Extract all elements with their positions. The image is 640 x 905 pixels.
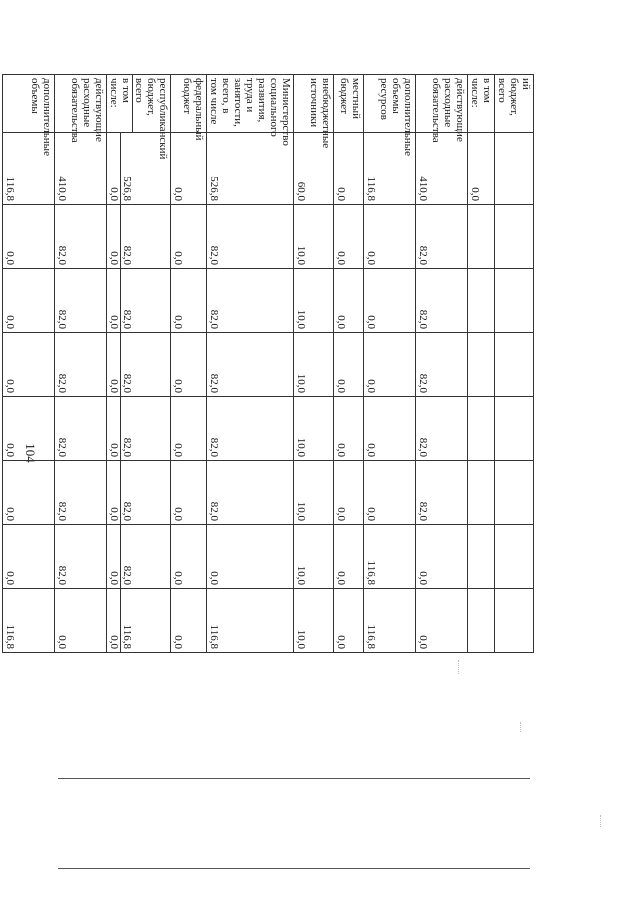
table-cell (334, 397, 364, 461)
table-cell (3, 525, 55, 589)
table-cell (468, 333, 495, 397)
table-cell (294, 269, 334, 333)
cell-value: 0,0 (4, 507, 16, 521)
cell-value: 82,0 (208, 245, 220, 265)
cell-value: 10,0 (295, 565, 307, 585)
cell-value: 410,0 (56, 176, 68, 201)
cell-value: 10,0 (295, 309, 307, 329)
table-cell (3, 333, 55, 397)
table-cell (55, 269, 107, 333)
table-cell (294, 205, 334, 269)
table-cell (468, 397, 495, 461)
cell-value: 82,0 (417, 437, 429, 457)
table-cell (171, 269, 207, 333)
table-cell (495, 461, 534, 525)
cell-value: 0,0 (335, 187, 347, 201)
table-cell (107, 589, 171, 653)
cell-value: 0,0 (335, 379, 347, 393)
table-row (364, 75, 416, 653)
cell-value: 82,0 (56, 373, 68, 393)
cell-value: 82,0 (208, 373, 220, 393)
cell-value: 0,0 (335, 315, 347, 329)
table-row (3, 75, 55, 653)
table-cell (364, 205, 416, 269)
table-cell (55, 589, 107, 653)
table-row (416, 75, 468, 653)
cell-value: 0,0 (172, 251, 184, 265)
row-label: дополнительные объемы (3, 75, 55, 133)
cell-value: 0,0 (4, 379, 16, 393)
cell-value: 82,0 (121, 309, 133, 329)
row-label: в том числе: (468, 75, 495, 133)
cell-value: 82,0 (56, 501, 68, 521)
cell-value: 0,0 (4, 251, 16, 265)
cell-value: 0,0 (172, 187, 184, 201)
table-cell (364, 589, 416, 653)
row-label: местный бюджет (334, 75, 364, 133)
table-cell (495, 333, 534, 397)
table-cell (364, 397, 416, 461)
table-cell (416, 133, 468, 205)
cell-value: 116,8 (4, 176, 16, 201)
table-row (334, 75, 364, 653)
cell-subvalue: 0,0 (108, 397, 121, 460)
cell-value: 82,0 (56, 437, 68, 457)
table-cell (107, 205, 171, 269)
scan-artifact (600, 815, 601, 827)
table-cell (171, 461, 207, 525)
cell-value: 82,0 (417, 373, 429, 393)
cell-value: 0,0 (335, 507, 347, 521)
cell-value: 82,0 (121, 245, 133, 265)
table-cell (334, 461, 364, 525)
table-cell (495, 397, 534, 461)
table-cell (416, 397, 468, 461)
table-cell (334, 205, 364, 269)
cell-value: 0,0 (56, 635, 68, 649)
scan-artifact (458, 660, 459, 674)
table-cell (107, 461, 171, 525)
scan-artifact (520, 722, 521, 732)
table-body (3, 75, 534, 653)
cell-value: 10,0 (295, 245, 307, 265)
table-cell (416, 589, 468, 653)
table-cell (364, 333, 416, 397)
cell-value: 116,8 (4, 624, 16, 649)
cell-value: 0,0 (172, 507, 184, 521)
table-cell (334, 133, 364, 205)
row-label: ий бюджет, всего (495, 75, 534, 133)
cell-value: 0,0 (335, 635, 347, 649)
table-cell (294, 525, 334, 589)
table-cell (468, 133, 495, 205)
cell-value: 82,0 (121, 373, 133, 393)
cell-value: 82,0 (417, 501, 429, 521)
table-cell (55, 333, 107, 397)
cell-value: 0,0 (365, 315, 377, 329)
cell-value: 82,0 (121, 501, 133, 521)
table-cell (55, 205, 107, 269)
table-cell (416, 461, 468, 525)
table-cell (207, 461, 294, 525)
table-cell (416, 525, 468, 589)
table-cell (3, 589, 55, 653)
cell-value: 10,0 (295, 629, 307, 649)
row-label: действующие расходные обязательства (55, 75, 107, 133)
cell-value: 410,0 (417, 176, 429, 201)
cell-value: 0,0 (469, 187, 481, 201)
table-cell (334, 333, 364, 397)
table-cell (107, 269, 171, 333)
table-cell (3, 397, 55, 461)
cell-value: 82,0 (121, 565, 133, 585)
cell-value: 82,0 (56, 565, 68, 585)
table-cell (107, 333, 171, 397)
cell-value: 526,8 (208, 176, 220, 201)
table-row (294, 75, 334, 653)
table-cell (107, 397, 171, 461)
table-cell (495, 525, 534, 589)
row-label: федеральный бюджет (171, 75, 207, 133)
table-cell (495, 269, 534, 333)
row-label: Министерство социального развития, труда и занятости, всего, в том числе (207, 75, 294, 133)
cell-value: 116,8 (365, 624, 377, 649)
cell-value: 82,0 (121, 437, 133, 457)
cell-value: 0,0 (172, 315, 184, 329)
cell-subvalue: 0,0 (108, 461, 121, 524)
table-cell (495, 133, 534, 205)
cell-value: 0,0 (172, 443, 184, 457)
cell-subvalue: 0,0 (108, 589, 121, 652)
table-cell (171, 205, 207, 269)
table-cell (207, 269, 294, 333)
table-cell (364, 525, 416, 589)
cell-value: 116,8 (208, 624, 220, 649)
table-cell (364, 461, 416, 525)
cell-value: 82,0 (208, 309, 220, 329)
cell-value: 60,0 (295, 181, 307, 201)
table-row (55, 75, 107, 653)
table-cell (171, 589, 207, 653)
cell-value: 10,0 (295, 373, 307, 393)
cell-subvalue: 0,0 (108, 205, 121, 268)
table-cell (468, 461, 495, 525)
table-cell (294, 333, 334, 397)
cell-value: 116,8 (121, 624, 133, 649)
table-row (495, 75, 534, 653)
table-cell (55, 461, 107, 525)
cell-value: 0,0 (335, 251, 347, 265)
page-number: 104 (22, 443, 38, 463)
row-label: дополнительные объемы ресурсов (364, 75, 416, 133)
cell-value: 0,0 (417, 571, 429, 585)
row-label: действующие расходные обязательства (416, 75, 468, 133)
table-cell (171, 133, 207, 205)
table-row (468, 75, 495, 653)
cell-value: 10,0 (295, 437, 307, 457)
cell-value: 82,0 (56, 309, 68, 329)
table-cell (416, 333, 468, 397)
table-cell (207, 589, 294, 653)
cell-value: 526,8 (121, 176, 133, 201)
cell-value: 0,0 (172, 571, 184, 585)
table-cell (171, 525, 207, 589)
table-cell (171, 333, 207, 397)
table-cell (3, 269, 55, 333)
table-cell (55, 133, 107, 205)
horizontal-rule (58, 868, 530, 869)
cell-value: 0,0 (4, 443, 16, 457)
cell-value: 0,0 (417, 635, 429, 649)
table-cell (207, 205, 294, 269)
cell-value: 116,8 (365, 560, 377, 585)
table-cell (207, 397, 294, 461)
table-cell (334, 525, 364, 589)
cell-value: 0,0 (365, 443, 377, 457)
table-cell (294, 589, 334, 653)
table-cell (55, 525, 107, 589)
cell-value: 0,0 (172, 635, 184, 649)
row-label: внебюджетные источники (294, 75, 334, 133)
budget-table (2, 74, 534, 653)
cell-value: 10,0 (295, 501, 307, 521)
table-cell (107, 525, 171, 589)
table-cell (294, 461, 334, 525)
table-row (107, 75, 171, 653)
cell-value: 0,0 (365, 507, 377, 521)
table-cell (3, 205, 55, 269)
cell-subvalue: 0,0 (108, 269, 121, 332)
table-cell (207, 525, 294, 589)
table-row (207, 75, 294, 653)
table-cell (171, 397, 207, 461)
cell-value: 116,8 (365, 176, 377, 201)
table-cell (468, 589, 495, 653)
row-sublabel: в том числе: (108, 75, 133, 132)
cell-value: 82,0 (56, 245, 68, 265)
cell-value: 0,0 (335, 443, 347, 457)
cell-value: 82,0 (417, 245, 429, 265)
cell-value: 0,0 (335, 571, 347, 585)
table-cell (468, 525, 495, 589)
table-cell (3, 461, 55, 525)
table-cell (364, 269, 416, 333)
table-cell (334, 269, 364, 333)
cell-value: 82,0 (417, 309, 429, 329)
table-cell (207, 333, 294, 397)
cell-value: 0,0 (4, 315, 16, 329)
table-cell (55, 397, 107, 461)
table-cell (495, 589, 534, 653)
cell-value: 0,0 (365, 379, 377, 393)
table-cell (468, 205, 495, 269)
table-row (171, 75, 207, 653)
cell-subvalue: 0,0 (108, 133, 121, 204)
row-label: республиканский бюджет, всего в том числе: (107, 75, 171, 133)
cell-value: 0,0 (172, 379, 184, 393)
table-cell (334, 589, 364, 653)
cell-value: 82,0 (208, 501, 220, 521)
table-cell (468, 269, 495, 333)
table-cell (495, 205, 534, 269)
cell-value: 82,0 (208, 437, 220, 457)
table-cell (416, 269, 468, 333)
horizontal-rule (58, 778, 530, 779)
cell-value: 0,0 (4, 571, 16, 585)
cell-subvalue: 0,0 (108, 333, 121, 396)
cell-subvalue: 0,0 (108, 525, 121, 588)
table-cell (294, 397, 334, 461)
cell-value: 0,0 (365, 251, 377, 265)
table-cell (416, 205, 468, 269)
cell-value: 0,0 (208, 571, 220, 585)
